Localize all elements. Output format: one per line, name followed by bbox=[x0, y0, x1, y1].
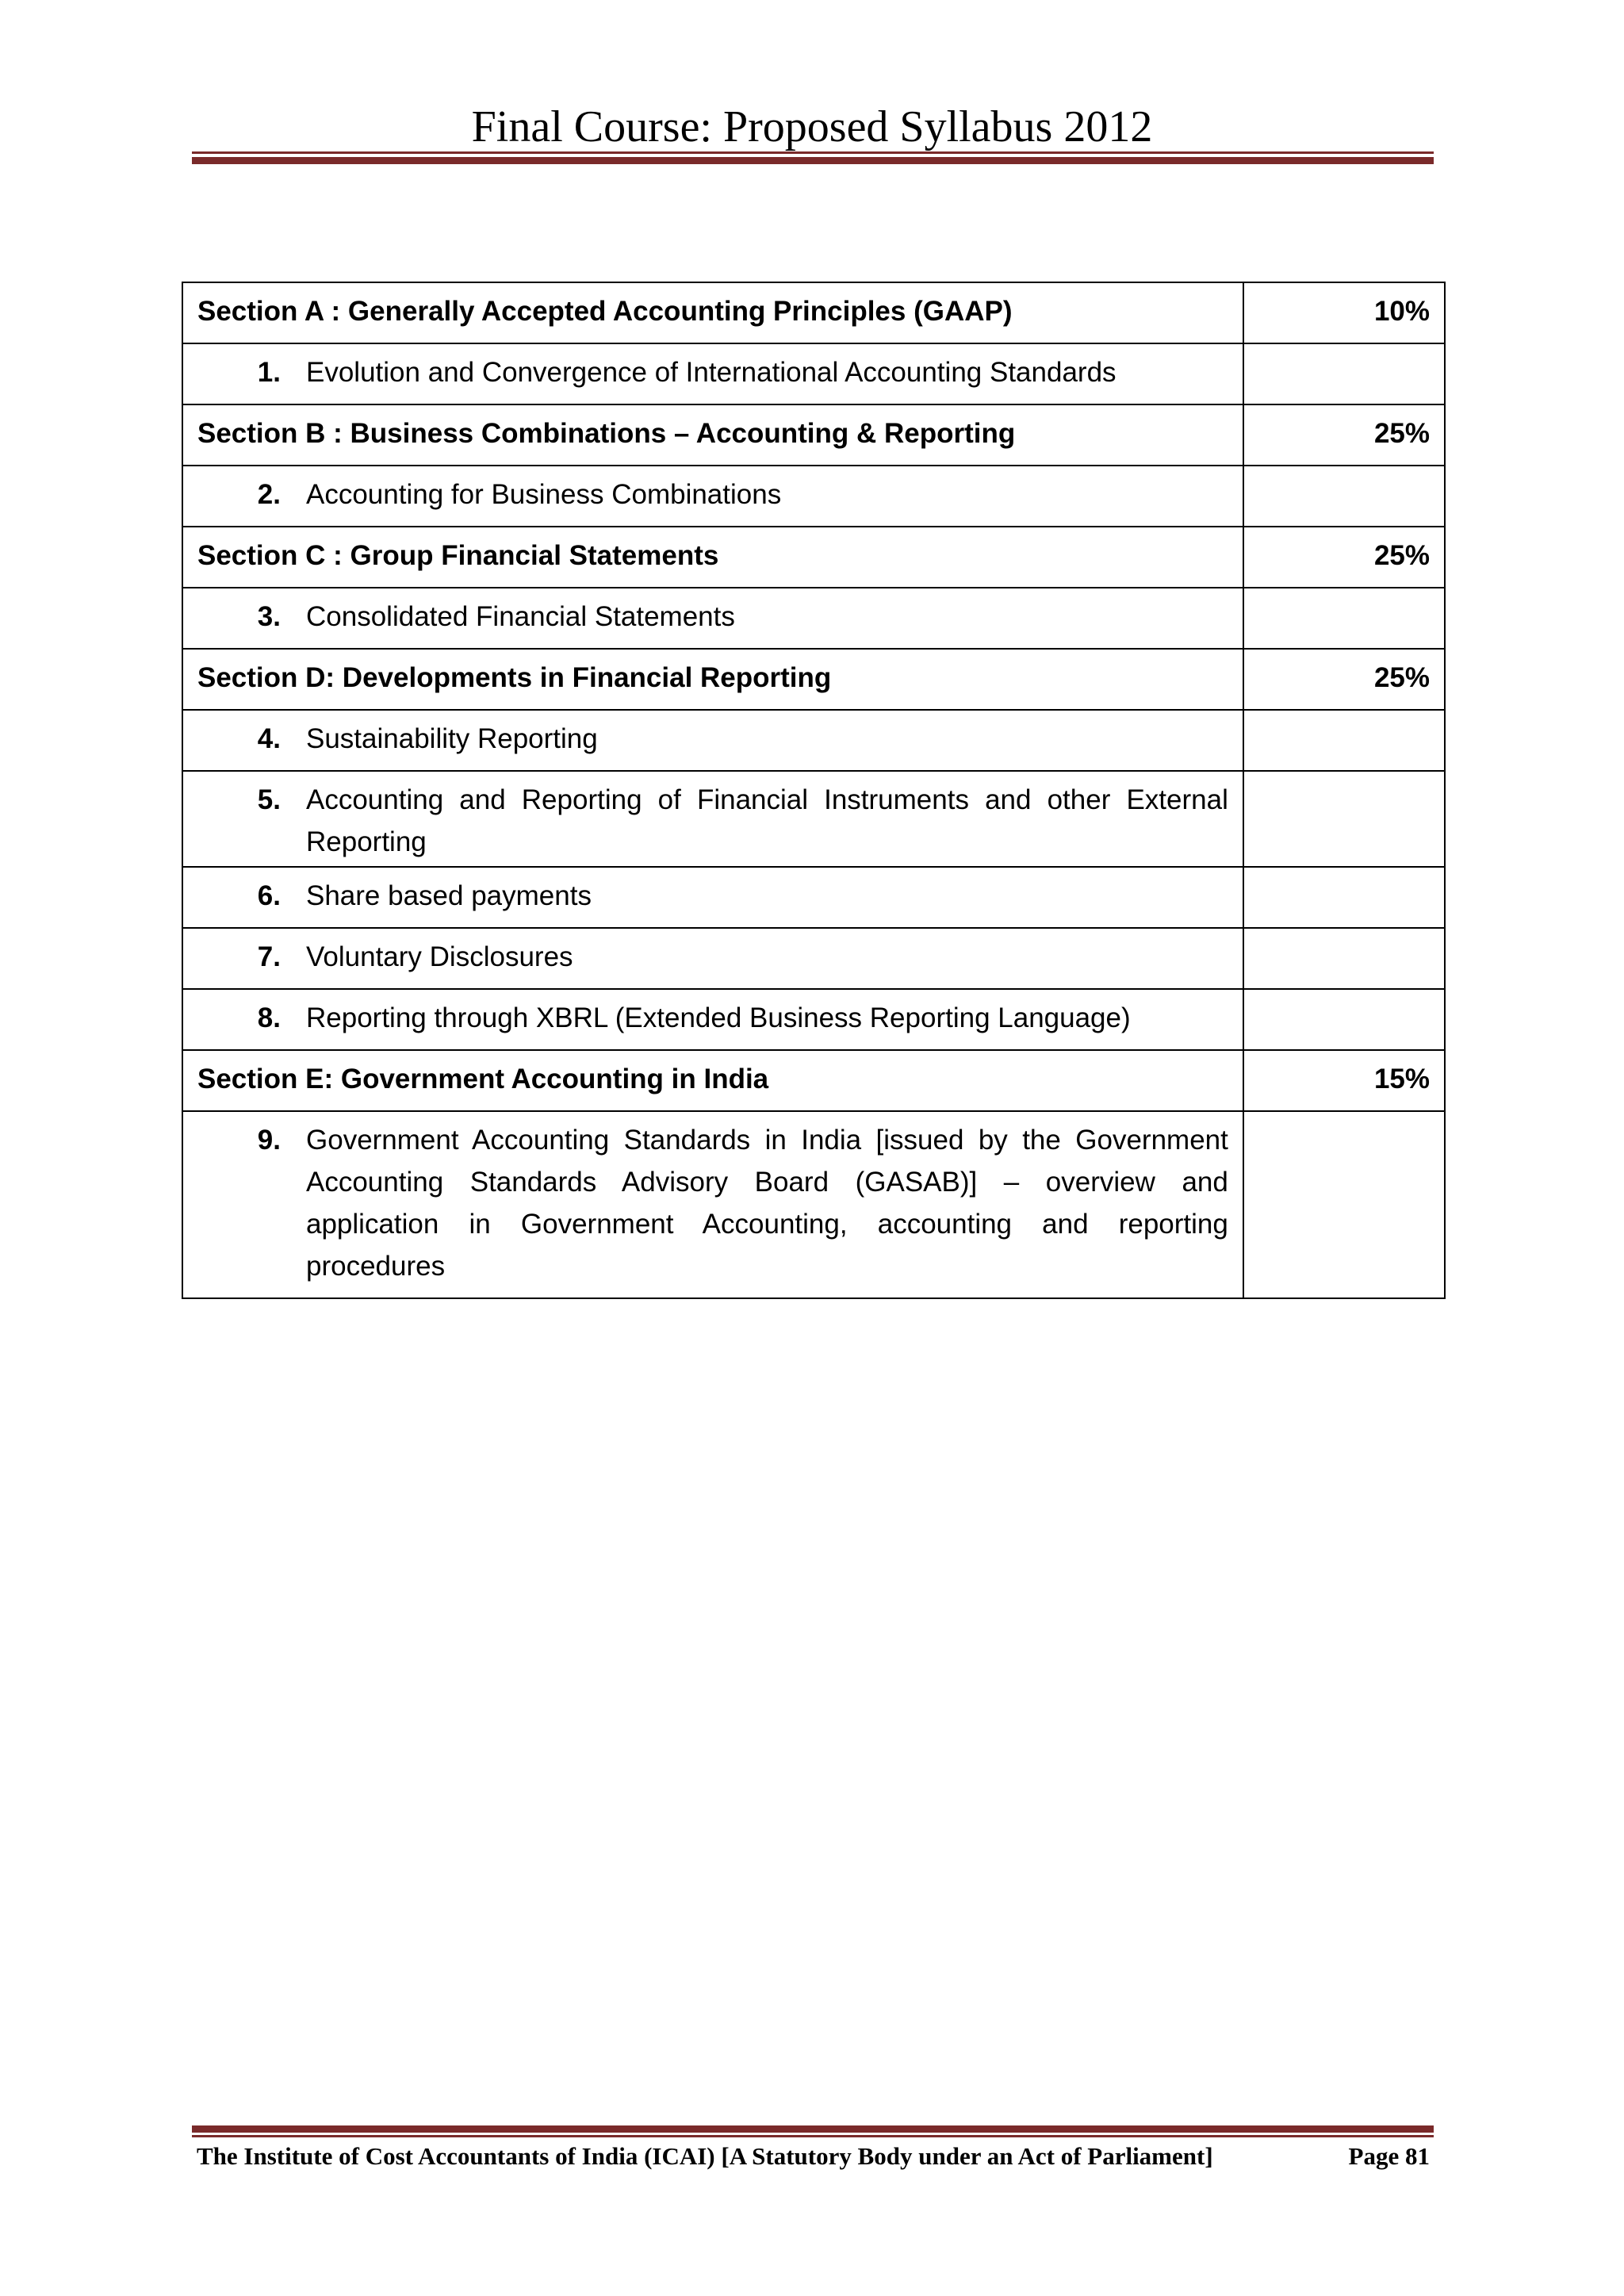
topic-row bbox=[182, 867, 1445, 928]
topic-text: Consolidated Financial Statements bbox=[306, 601, 735, 632]
topic-row bbox=[182, 466, 1445, 527]
topic-text: Voluntary Disclosures bbox=[306, 941, 573, 972]
empty-weight-cell bbox=[1243, 928, 1445, 989]
topic-number: 2. bbox=[257, 479, 281, 510]
topic-row bbox=[182, 1111, 1445, 1298]
topic-row bbox=[182, 588, 1445, 649]
empty-weight-cell bbox=[1243, 343, 1445, 404]
topic-text: Reporting through XBRL (Extended Business Reporting Language) bbox=[306, 1002, 1131, 1033]
topic-text: Accounting and Reporting of Financial Instruments and other External Reporting bbox=[306, 784, 1228, 857]
topic-number: 4. bbox=[257, 723, 281, 754]
section-weight: 15% bbox=[1243, 1050, 1445, 1111]
section-weight: 25% bbox=[1243, 649, 1445, 710]
topic-text: Government Accounting Standards in India [issued by the Government Accounting Standards Advisory Board (GASAB)] – overview and application in Government Accounting, accounting and reporting procedures bbox=[306, 1125, 1228, 1282]
topic-text: Evolution and Convergence of International Accounting Standards bbox=[306, 357, 1116, 388]
section-weight: 10% bbox=[1243, 282, 1445, 343]
section-title: Section B : Business Combinations – Accounting & Reporting bbox=[182, 404, 1243, 466]
empty-weight-cell bbox=[1243, 1111, 1445, 1298]
topic-text: Accounting for Business Combinations bbox=[306, 479, 782, 510]
section-weight: 25% bbox=[1243, 404, 1445, 466]
empty-weight-cell bbox=[1243, 989, 1445, 1050]
section-row bbox=[182, 649, 1445, 710]
topic-row bbox=[182, 343, 1445, 404]
topic-number: 5. bbox=[257, 784, 281, 815]
topic-number: 1. bbox=[257, 357, 281, 388]
topic-row bbox=[182, 771, 1445, 867]
footer-rule-thick bbox=[192, 2125, 1434, 2133]
header-rule-thin bbox=[192, 151, 1434, 154]
topic-row bbox=[182, 710, 1445, 771]
topic-number: 8. bbox=[257, 1002, 281, 1033]
empty-weight-cell bbox=[1243, 710, 1445, 771]
topic-text: Sustainability Reporting bbox=[306, 723, 598, 754]
section-title: Section C : Group Financial Statements bbox=[182, 527, 1243, 588]
empty-weight-cell bbox=[1243, 867, 1445, 928]
section-title: Section D: Developments in Financial Reporting bbox=[182, 649, 1243, 710]
topic-number: 3. bbox=[257, 601, 281, 632]
empty-weight-cell bbox=[1243, 466, 1445, 527]
topic-row bbox=[182, 989, 1445, 1050]
page-footer bbox=[197, 2137, 1430, 2175]
topic-number: 7. bbox=[257, 941, 281, 972]
empty-weight-cell bbox=[1243, 588, 1445, 649]
empty-weight-cell bbox=[1243, 771, 1445, 867]
topic-number: 6. bbox=[257, 880, 281, 911]
section-row bbox=[182, 404, 1445, 466]
topic-row bbox=[182, 928, 1445, 989]
section-row bbox=[182, 1050, 1445, 1111]
section-title: Section E: Government Accounting in India bbox=[182, 1050, 1243, 1111]
section-weight: 25% bbox=[1243, 527, 1445, 588]
header-rule-thick bbox=[192, 157, 1434, 164]
footer-institute: The Institute of Cost Accountants of India (ICAI) [A Statutory Body under an Act of Parliament] bbox=[197, 2142, 1213, 2170]
topic-text: Share based payments bbox=[306, 880, 592, 911]
topic-number: 9. bbox=[257, 1125, 281, 1156]
section-row bbox=[182, 282, 1445, 343]
footer-page-number: Page 81 bbox=[1348, 2142, 1430, 2170]
section-title: Section A : Generally Accepted Accounting Principles (GAAP) bbox=[182, 282, 1243, 343]
page-title: Final Course: Proposed Syllabus 2012 bbox=[471, 102, 1153, 151]
section-row bbox=[182, 527, 1445, 588]
syllabus-table bbox=[182, 282, 1446, 1299]
